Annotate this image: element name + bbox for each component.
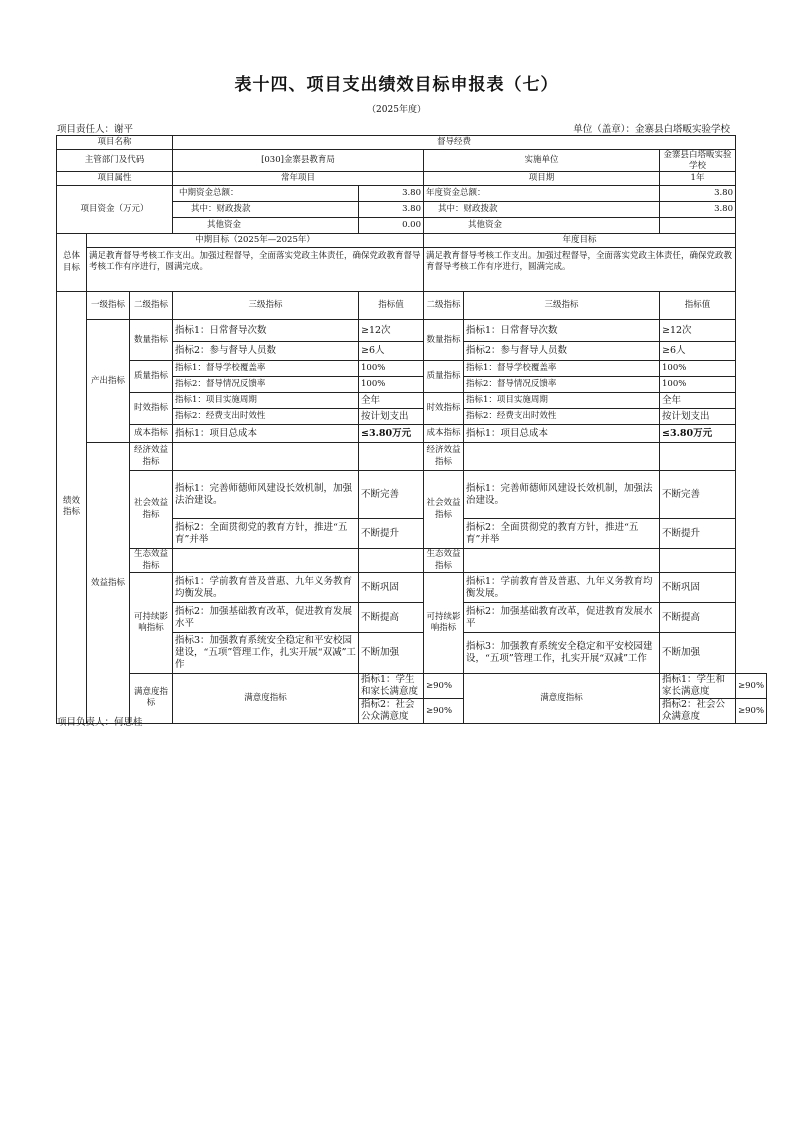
indicator-name: 指标2：经费支出时效性: [173, 409, 359, 425]
impl-label: 实施单位: [424, 150, 660, 172]
quality-label-mid: 质量指标: [130, 361, 173, 393]
indicator-name: 指标3：加强教育系统安全稳定和平安校园建设，“五项”管理工作，扎实开展“双减”工作: [464, 633, 660, 674]
annual-fiscal-value: 3.80: [660, 202, 736, 218]
indicator-name: [173, 549, 359, 573]
project-responsible: 项目责任人：谢平: [57, 124, 134, 135]
indicator-name: 指标2：全面贯彻党的教育方针，推进“五育”并举: [464, 519, 660, 549]
annual-goal-label: 年度目标: [424, 234, 736, 248]
level2-header-annual: 二级指标: [424, 292, 464, 320]
period-value: 1年: [660, 172, 736, 186]
level2-header-mid: 二级指标: [130, 292, 173, 320]
project-name-value: 督导经费: [173, 136, 736, 150]
eco-label-annual: 生态效益指标: [424, 549, 464, 573]
indicator-value: 按计划支出: [359, 409, 424, 425]
time-label-mid: 时效指标: [130, 393, 173, 425]
annual-fiscal-label: 其中：财政拨款: [424, 202, 660, 218]
quantity-label-annual: 数量指标: [424, 320, 464, 361]
unit-stamp: 单位（盖章）：金寨县白塔畈实验学校: [573, 124, 730, 135]
indicator-name: [464, 549, 660, 573]
indicator-name: 指标1：完善师德师风建设长效机制，加强法治建设。: [173, 471, 359, 519]
year-subtitle: （2025年度）: [367, 105, 426, 115]
funds-row-1: [57, 186, 767, 202]
indicator-value: 全年: [660, 393, 736, 409]
indicator-name: 指标2：社会公众满意度: [660, 698, 736, 723]
mid-other-value: 0.00: [359, 218, 424, 234]
goals-text-row: [57, 248, 767, 292]
attr-value: 常年项目: [173, 172, 424, 186]
indicator-value: 100%: [660, 377, 736, 393]
indicator-name: 指标1：项目实施周期: [464, 393, 660, 409]
table-row: [57, 443, 767, 471]
cost-label-mid: 成本指标: [130, 425, 173, 443]
social-label-mid: 社会效益指标: [130, 471, 173, 549]
table-row: [57, 393, 767, 409]
annual-goal-text: 满足教育督导考核工作支出。加强过程督导，全面落实党政主体责任，确保党政教育督导考核工作有序进行，圆满完成。: [424, 248, 736, 292]
indicator-name: 指标1：日常督导次数: [464, 320, 660, 342]
goals-label: 总体目标: [57, 234, 87, 292]
indicator-name: 指标2：参与督导人员数: [464, 342, 660, 361]
indicator-value: ≥90%: [424, 698, 464, 723]
indicator-name: 指标3：加强教育系统安全稳定和平安校园建设，“五项”管理工作，扎实开展“双减”工作: [173, 633, 359, 674]
indicator-value: ≥12次: [660, 320, 736, 342]
indicator-value: [359, 549, 424, 573]
indicator-name: 指标2：全面贯彻党的教育方针，推进“五育”并举: [173, 519, 359, 549]
mid-fiscal-value: 3.80: [359, 202, 424, 218]
indicator-header-row: [57, 292, 767, 320]
indicator-value: 不断巩固: [359, 573, 424, 603]
indicator-value: ≥6人: [660, 342, 736, 361]
level3-header-annual: 三级指标: [464, 292, 660, 320]
indicator-value: ≥12次: [359, 320, 424, 342]
economic-label-annual: 经济效益指标: [424, 443, 464, 471]
table-row: [57, 320, 767, 342]
mid-total-value: 3.80: [359, 186, 424, 202]
indicator-name: 指标2：督导情况反馈率: [173, 377, 359, 393]
level3-header-mid: 三级指标: [173, 292, 359, 320]
annual-total-value: 3.80: [660, 186, 736, 202]
indicator-name: 指标1：督导学校覆盖率: [464, 361, 660, 377]
indicator-value: 全年: [359, 393, 424, 409]
indicator-value: 不断提高: [359, 603, 424, 633]
perf-label: 绩效指标: [57, 292, 87, 723]
indicator-name: 指标1：日常督导次数: [173, 320, 359, 342]
attr-label: 项目属性: [57, 172, 173, 186]
quality-label-annual: 质量指标: [424, 361, 464, 393]
page-title: 表十四、项目支出绩效目标申报表（七）: [234, 75, 559, 95]
quantity-label-mid: 数量指标: [130, 320, 173, 361]
indicator-value: 不断完善: [660, 471, 736, 519]
indicator-name: 指标2：加强基础教育改革，促进教育发展水平: [464, 603, 660, 633]
sustain-label-mid: 可持续影响指标: [130, 573, 173, 674]
value-header-mid: 指标值: [359, 292, 424, 320]
indicator-value: 100%: [359, 377, 424, 393]
sustain-label-annual: 可持续影响指标: [424, 573, 464, 674]
indicator-name: 指标2：督导情况反馈率: [464, 377, 660, 393]
indicator-value: 100%: [359, 361, 424, 377]
table-row: [57, 573, 767, 603]
dept-row: [57, 150, 767, 172]
performance-table: [56, 135, 767, 724]
table-row: [57, 674, 767, 699]
mid-goal-label: 中期目标（2025年—2025年）: [87, 234, 424, 248]
indicator-value: 不断完善: [359, 471, 424, 519]
indicator-name: 指标2：经费支出时效性: [464, 409, 660, 425]
indicator-value: 不断加强: [359, 633, 424, 674]
goals-header-row: [57, 234, 767, 248]
funds-label: 项目资金（万元）: [57, 186, 173, 234]
indicator-value: ≥6人: [359, 342, 424, 361]
dept-label: 主管部门及代码: [57, 150, 173, 172]
indicator-value: 不断巩固: [660, 573, 736, 603]
indicator-name: 指标1：学生和家长满意度: [359, 674, 424, 699]
annual-other-label: 其他资金: [424, 218, 660, 234]
social-label-annual: 社会效益指标: [424, 471, 464, 549]
indicator-value: [359, 443, 424, 471]
sat-label-annual: 满意度指标: [464, 674, 660, 724]
indicator-name: 指标1：督导学校覆盖率: [173, 361, 359, 377]
indicator-value: 不断提升: [359, 519, 424, 549]
attr-row: [57, 172, 767, 186]
footer-responsible: 项目负责人：何思桂: [57, 717, 143, 728]
indicator-value: 不断加强: [660, 633, 736, 674]
satisfaction-label: 满意度指标: [130, 674, 173, 724]
table-row: [57, 425, 767, 443]
indicator-name: 指标1：学生和家长满意度: [660, 674, 736, 699]
indicator-name: 指标1：项目实施周期: [173, 393, 359, 409]
table-row: [57, 471, 767, 519]
indicator-value: [660, 549, 736, 573]
impl-value: 金寨县白塔畈实验学校: [660, 150, 736, 172]
table-row: [57, 361, 767, 377]
indicator-name: 指标2：加强基础教育改革，促进教育发展水平: [173, 603, 359, 633]
indicator-value: [660, 443, 736, 471]
mid-goal-text: 满足教育督导考核工作支出。加强过程督导，全面落实党政主体责任，确保党政教育督导考核工作有序进行，圆满完成。: [87, 248, 424, 292]
indicator-name: [173, 443, 359, 471]
level1-header: 一级指标: [87, 292, 130, 320]
indicator-name: 指标1：学前教育普及普惠、九年义务教育均衡发展。: [173, 573, 359, 603]
indicator-name: 指标2：社会公众满意度: [359, 698, 424, 723]
eco-label-mid: 生态效益指标: [130, 549, 173, 573]
sat-label-mid: 满意度指标: [173, 674, 359, 724]
indicator-name: 指标1：完善师德师风建设长效机制，加强法治建设。: [464, 471, 660, 519]
value-header-annual: 指标值: [660, 292, 736, 320]
indicator-name: 指标2：参与督导人员数: [173, 342, 359, 361]
mid-fiscal-label: 其中：财政拨款: [173, 202, 359, 218]
mid-other-label: 其他资金: [173, 218, 359, 234]
indicator-value: ≥90%: [424, 674, 464, 699]
indicator-value: 不断提高: [660, 603, 736, 633]
indicator-name: 指标1：学前教育普及普惠、九年义务教育均衡发展。: [464, 573, 660, 603]
benefit-label: 效益指标: [87, 443, 130, 723]
period-label: 项目期: [424, 172, 660, 186]
annual-other-value: [660, 218, 736, 234]
economic-label-mid: 经济效益指标: [130, 443, 173, 471]
output-label: 产出指标: [87, 320, 130, 443]
project-name-row: [57, 136, 767, 150]
indicator-value: ≥90%: [736, 698, 767, 723]
indicator-name: [464, 443, 660, 471]
indicator-value: ≥90%: [736, 674, 767, 699]
table-row: [57, 549, 767, 573]
cost-label-annual: 成本指标: [424, 425, 464, 443]
time-label-annual: 时效指标: [424, 393, 464, 425]
indicator-value: 100%: [660, 361, 736, 377]
indicator-value: ≤3.80万元: [660, 425, 736, 443]
indicator-value: ≤3.80万元: [359, 425, 424, 443]
annual-total-label: 年度资金总额：: [424, 186, 660, 202]
indicator-name: 指标1：项目总成本: [173, 425, 359, 443]
indicator-value: 按计划支出: [660, 409, 736, 425]
project-name-label: 项目名称: [57, 136, 173, 150]
indicator-value: 不断提升: [660, 519, 736, 549]
dept-value: [030]金寨县教育局: [173, 150, 424, 172]
indicator-name: 指标1：项目总成本: [464, 425, 660, 443]
mid-total-label: 中期资金总额：: [173, 186, 359, 202]
